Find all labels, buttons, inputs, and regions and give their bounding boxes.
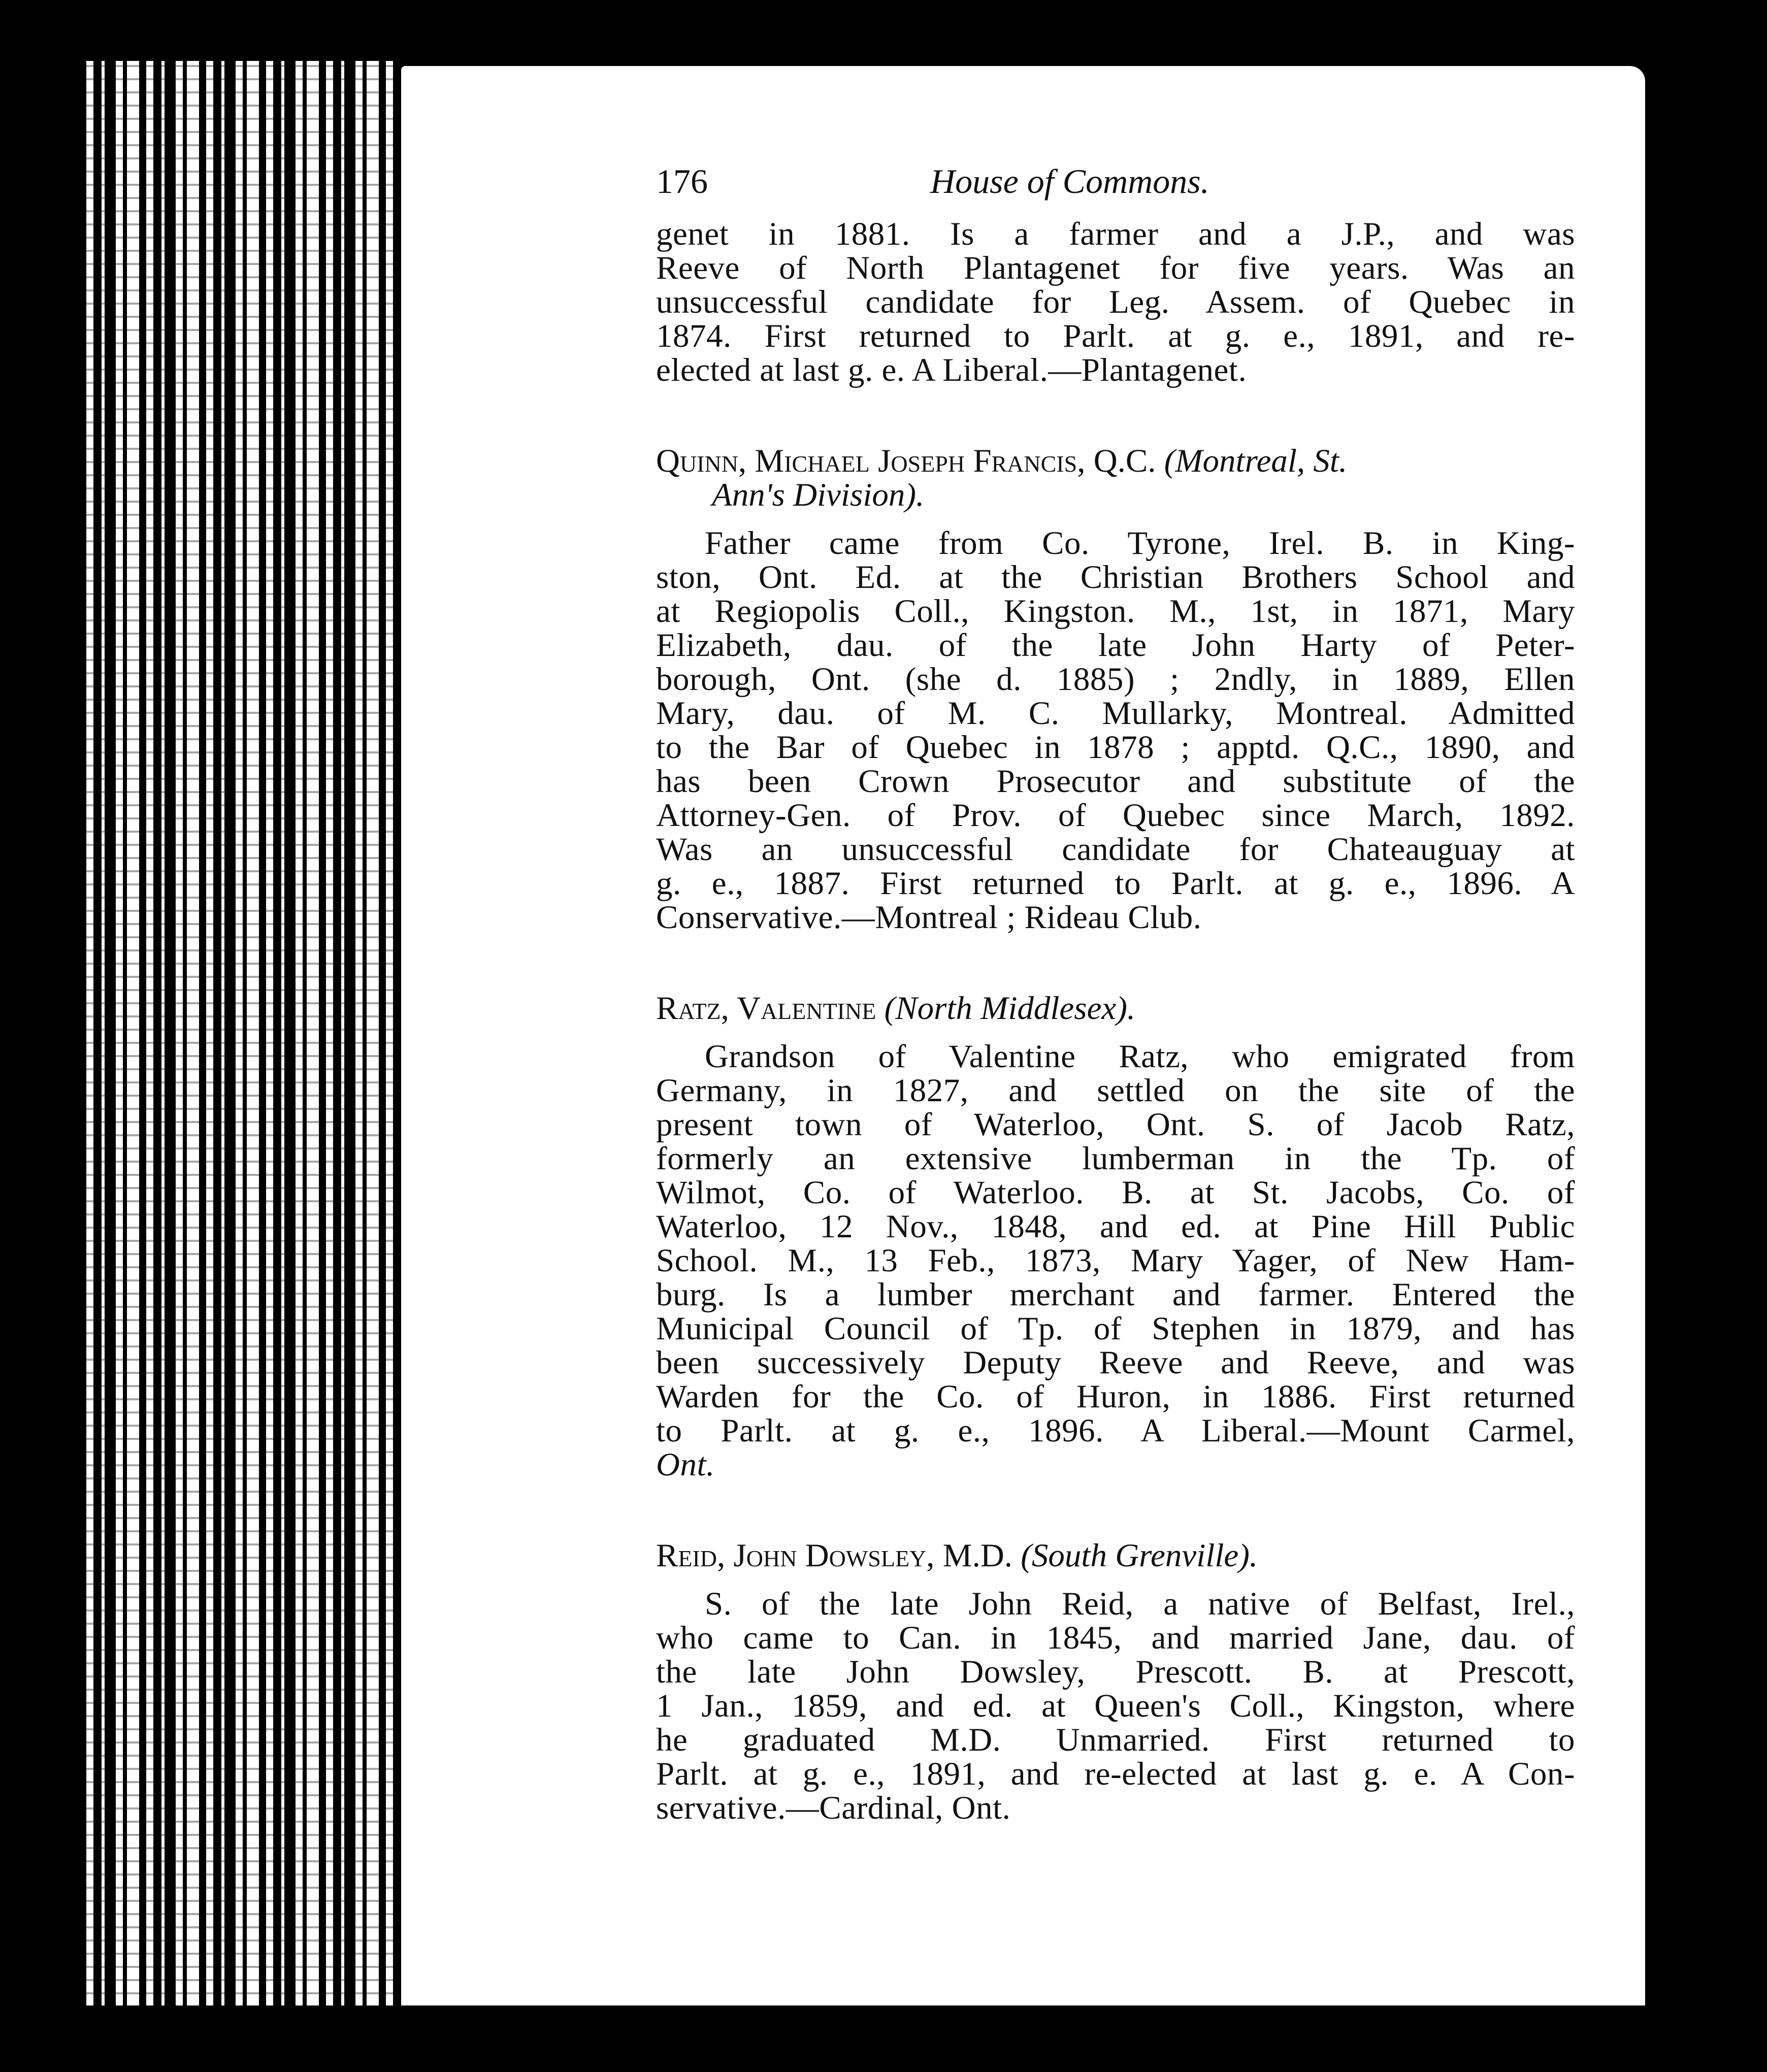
entry-line: burg. Is a lumber merchant and farmer. Entered the xyxy=(656,1276,1575,1313)
entry-line: he graduated M.D. Unmarried. First returned to xyxy=(656,1722,1575,1758)
entry-line: 1 Jan., 1859, and ed. at Queen's Coll., Kingston, where xyxy=(656,1688,1575,1724)
entry-line: servative.—Cardinal, Ont. xyxy=(656,1790,1011,1826)
entry-line: Grandson of Valentine Ratz, who emigrated from xyxy=(705,1038,1575,1075)
entry-reid xyxy=(656,1539,1575,1825)
entry-line: Was an unsuccessful candidate for Chateauguay at xyxy=(656,831,1575,868)
entry-heading xyxy=(656,992,1575,1026)
running-title: House of Commons. xyxy=(930,162,1209,201)
entry-line: at Regiopolis Coll., Kingston. M., 1st, in 1871, Mary xyxy=(656,593,1575,630)
entry-line: to the Bar of Quebec in 1878 ; apptd. Q.C., 1890, and xyxy=(656,729,1575,766)
entry-line: Ont. xyxy=(656,1446,715,1483)
entry-line: Germany, in 1827, and settled on the site of the xyxy=(656,1072,1575,1109)
constituency: (South Grenville). xyxy=(1021,1537,1258,1574)
entry-line: Elizabeth, dau. of the late John Harty of Peter- xyxy=(656,627,1575,664)
entry-line: Father came from Co. Tyrone, Irel. B. in King- xyxy=(705,525,1575,562)
entry-line: 1874. First returned to Parlt. at g. e., 1891, and re- xyxy=(656,318,1575,354)
entry-heading xyxy=(656,444,1575,478)
entry-line: Conservative.—Montreal ; Rideau Club. xyxy=(656,899,1202,936)
entry-line: Attorney-Gen. of Prov. of Quebec since March, 1892. xyxy=(656,797,1575,834)
entry-heading-cont xyxy=(656,478,1575,512)
member-name: Reid, John Dowsley, M.D. xyxy=(656,1537,1013,1574)
entry-line: present town of Waterloo, Ont. S. of Jacob Ratz, xyxy=(656,1106,1575,1143)
page-number: 176 xyxy=(656,162,708,201)
entry-line: who came to Can. in 1845, and married Jane, dau. of xyxy=(656,1620,1575,1656)
entry-line: has been Crown Prosecutor and substitute of the xyxy=(656,763,1575,800)
entry-line: Parlt. at g. e., 1891, and re-elected at last g. e. A Con- xyxy=(656,1756,1575,1792)
constituency-cont: Ann's Division). xyxy=(712,477,925,513)
member-name: Quinn, Michael Joseph Francis, Q.C. xyxy=(656,443,1156,479)
entry-line: Warden for the Co. of Huron, in 1886. First returned xyxy=(656,1378,1575,1415)
entry-line: been successively Deputy Reeve and Reeve, and was xyxy=(656,1344,1575,1381)
entry-line: formerly an extensive lumberman in the Tp. of xyxy=(656,1140,1575,1177)
entry-line: Waterloo, 12 Nov., 1848, and ed. at Pine Hill Public xyxy=(656,1208,1575,1245)
page-edges xyxy=(86,61,401,2005)
entry-line: genet in 1881. Is a farmer and a J.P., and was xyxy=(656,216,1575,252)
entry-line: Reeve of North Plantagenet for five years. Was an xyxy=(656,250,1575,286)
entry-line: g. e., 1887. First returned to Parlt. at g. e., 1896. A xyxy=(656,865,1575,902)
entry-line: School. M., 13 Feb., 1873, Mary Yager, of New Ham- xyxy=(656,1242,1575,1279)
entry-line: unsuccessful candidate for Leg. Assem. of Quebec in xyxy=(656,284,1575,320)
constituency: (North Middlesex). xyxy=(884,990,1136,1027)
entry-quinn xyxy=(656,444,1575,935)
text-block xyxy=(656,161,1575,1825)
entry-line: Wilmot, Co. of Waterloo. B. at St. Jacobs, Co. of xyxy=(656,1174,1575,1211)
entry-line: Mary, dau. of M. C. Mullarky, Montreal. Admitted xyxy=(656,695,1575,732)
entry-line: Municipal Council of Tp. of Stephen in 1879, and has xyxy=(656,1310,1575,1347)
entry-line: borough, Ont. (she d. 1885) ; 2ndly, in 1889, Ellen xyxy=(656,661,1575,698)
entry-ratz xyxy=(656,992,1575,1482)
entry-continued xyxy=(656,217,1575,387)
entry-line: S. of the late John Reid, a native of Belfast, Irel., xyxy=(705,1586,1575,1622)
entry-line: to Parlt. at g. e., 1896. A Liberal.—Mount Carmel, xyxy=(656,1412,1575,1449)
member-name: Ratz, Valentine xyxy=(656,990,876,1027)
entry-line: ston, Ont. Ed. at the Christian Brothers School and xyxy=(656,559,1575,596)
entry-heading xyxy=(656,1539,1575,1573)
entry-line: elected at last g. e. A Liberal.—Plantagenet. xyxy=(656,352,1247,388)
entry-line: the late John Dowsley, Prescott. B. at Prescott, xyxy=(656,1654,1575,1690)
constituency: (Montreal, St. xyxy=(1164,443,1348,479)
running-head xyxy=(656,161,1575,217)
